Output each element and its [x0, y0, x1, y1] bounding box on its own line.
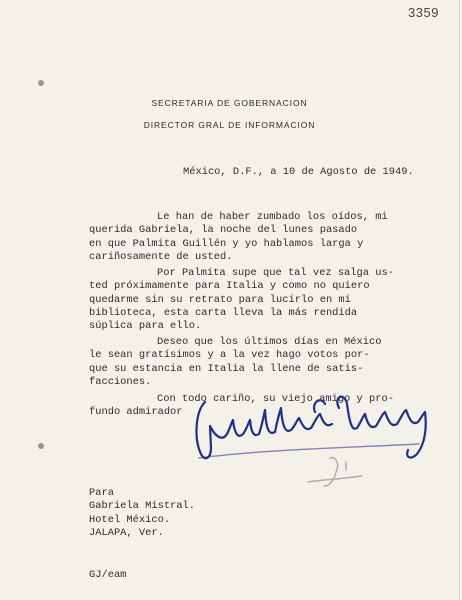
date-line: México, D.F., a 10 de Agosto de 1949.	[183, 166, 414, 178]
addressee-line: Hotel México.	[89, 513, 171, 526]
paragraph-1	[89, 211, 388, 264]
paragraph-line: súplica para ello.	[89, 320, 202, 333]
paragraph-line: en que Palmita Guillén y yo hablamos larga y	[89, 237, 364, 250]
paragraph-line: ted próximamente para Italia y como no quiero	[89, 280, 370, 293]
addressee-line: JALAPA, Ver.	[89, 526, 164, 539]
paragraph-line: quedarme sin su retrato para lucirlo en mi	[89, 293, 351, 306]
paragraph-line: facciones.	[89, 375, 152, 388]
letterhead-office: DIRECTOR GRAL DE INFORMACION	[143, 120, 316, 130]
paragraph-line: Le han de haber zumbado los oídos, mi	[157, 211, 388, 223]
paragraph-2	[89, 267, 394, 333]
ink-bleed-mark	[300, 452, 370, 492]
paragraph-line: biblioteca, esta carta lleva la más rendida	[89, 306, 358, 319]
closing-line: Con todo cariño, su viejo amigo y pro-	[157, 393, 394, 405]
paragraph-line: cariñosamente de usted.	[89, 250, 233, 263]
punch-hole	[38, 80, 44, 86]
archive-number: 3359	[408, 5, 439, 20]
letterhead-ministry: SECRETARIA DE GOBERNACION	[151, 98, 308, 108]
paragraph-line: Deseo que los últimos días en México	[157, 336, 382, 348]
addressee-line: Para	[89, 487, 114, 499]
paragraph-line: le sean gratísimos y a la vez hago votos por-	[89, 349, 370, 362]
reference-initials: GJ/eam	[89, 569, 127, 581]
addressee-block	[89, 487, 195, 540]
closing-line: fundo admirador	[89, 406, 183, 419]
paragraph-line: que su estancia en Italia la llene de satis-	[89, 362, 364, 375]
paragraph-3	[89, 336, 381, 389]
punch-hole	[38, 443, 44, 449]
paragraph-line: Por Palmita supe que tal vez salga us-	[157, 267, 394, 279]
paragraph-line: querida Gabriela, la noche del lunes pasado	[89, 224, 358, 237]
addressee-line: Gabriela Mistral.	[89, 500, 196, 513]
